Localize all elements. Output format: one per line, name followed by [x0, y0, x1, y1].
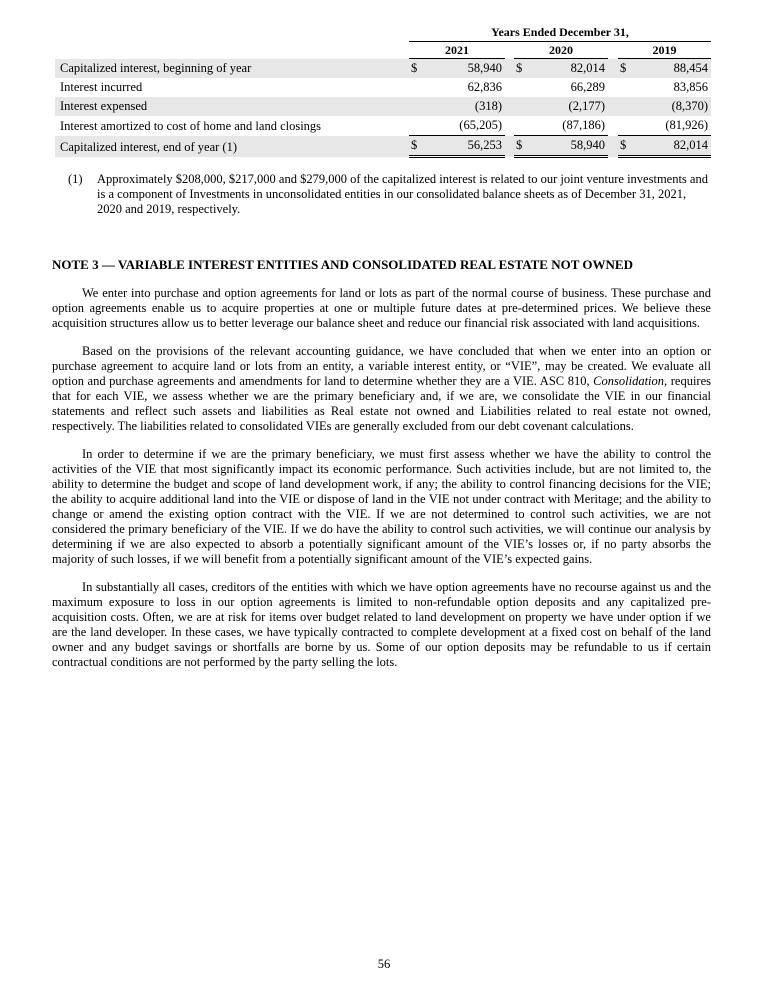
page-number: 56: [377, 957, 391, 971]
row-label: Interest incurred: [60, 80, 143, 94]
currency-cell: [514, 97, 528, 116]
column-spacer: [608, 136, 618, 157]
value-cell: 56,253: [423, 136, 505, 157]
currency-cell: $: [514, 136, 528, 157]
year-column-2020: 2020: [514, 42, 608, 59]
value-cell: (2,177): [568, 99, 605, 113]
paragraph-primary-beneficiary: In order to determine if we are the primary beneficiary, we must first assess whether we have the ability to control the activities of the VIE that most significantly impact its economic performance. Such activities include, but are not limited to, the ability to determine the budget and scope of land development work, if any; the ability to control financing decisions for the VIE; the ability to acquire additional land into the VIE or dispose of land in the VIE not under contract with Meritage; and the ability to change or amend the existing option contract with the VIE. If we are not determined to control such activities, we are not considered the primary beneficiary of the VIE. If we do have the ability to control such activities, we will continue our analysis by determining if we are also expected to absorb a potentially significant amount of the VIE’s losses or, if no party absorbs the majority of such losses, if we will benefit from a potentially significant amount of the VIE’s expected gains.: [52, 447, 711, 566]
currency-cell: $: [409, 136, 423, 157]
italic-term-consolidation: Consolidation,: [593, 374, 668, 388]
currency-cell: [409, 116, 423, 136]
paragraph-segment: requires that for each VIE, we assess whether we are the primary beneficiary and, if we are, we consolidate the VIE in our financial statements and reflect such assets and liabilities as Real estate not owned and Liabilities related to real estate not owned, respectively. The liabilities related to consolidated VIEs are generally excluded from our debt covenant calculations.: [52, 374, 711, 433]
column-spacer: [608, 116, 618, 136]
note-3-heading: NOTE 3 — VARIABLE INTEREST ENTITIES AND CONSOLIDATED REAL ESTATE NOT OWNED: [52, 257, 633, 272]
empty-cell: [55, 42, 409, 59]
table-row-interest-expensed: [55, 97, 711, 116]
value-cell: (8,370): [671, 99, 709, 113]
row-label: Interest expensed: [60, 99, 148, 113]
value-cell: 83,856: [673, 80, 709, 94]
column-spacer: [505, 78, 514, 97]
column-spacer: [608, 42, 618, 59]
table-row-interest-amortized: [55, 116, 711, 136]
footnote-marker: (1): [68, 172, 83, 186]
currency-cell: $: [620, 61, 627, 75]
value-cell: 58,940: [528, 136, 608, 157]
currency-cell: [409, 97, 423, 116]
currency-cell: [514, 78, 528, 97]
value-cell: 88,454: [673, 61, 709, 75]
value-cell: (318): [474, 99, 502, 113]
column-spacer: [505, 59, 514, 79]
value-cell: 82,014: [632, 136, 711, 157]
paragraph-purchase-option-agreements: We enter into purchase and option agreements for land or lots as part of the normal course of business. These purchase and option agreements enable us to acquire properties at one or multiple future dates at pre-determined prices. We believe these acquisition structures allow us to better leverage our balance sheet and reduce our financial risk associated with land acquisitions.: [52, 286, 711, 330]
table-period-header: Years Ended December 31,: [409, 26, 711, 42]
currency-cell: [618, 78, 632, 97]
currency-cell: $: [618, 136, 632, 157]
table-row-end-of-year: [55, 136, 711, 157]
paragraph-segment: Based on the provisions of the relevant accounting guidance, we have concluded that when we enter into an option or purchase agreement to acquire land or lots from an entity, a variable interest entity, or “VIE”, may be created. We evaluate all option and purchase agreements and amendments for land to determine whether they are a VIE. ASC 810,: [52, 344, 711, 388]
table-row-beginning-of-year: [55, 59, 711, 79]
column-spacer: [505, 116, 514, 136]
value-cell: (65,205): [423, 116, 505, 136]
column-spacer: [505, 97, 514, 116]
currency-cell: [409, 78, 423, 97]
row-label: Capitalized interest, end of year (1): [60, 139, 238, 154]
value-cell: (81,926): [632, 116, 711, 136]
table-row-interest-incurred: [55, 78, 711, 97]
column-spacer: [608, 59, 618, 79]
value-cell: 66,289: [570, 80, 605, 94]
value-cell: 82,014: [570, 61, 605, 75]
year-column-2021: 2021: [409, 42, 505, 59]
table-year-header-row: [55, 42, 711, 59]
value-cell: 62,836: [467, 80, 502, 94]
row-label: Interest amortized to cost of home and land closings: [60, 118, 322, 133]
column-spacer: [505, 136, 514, 157]
column-spacer: [505, 42, 514, 59]
value-cell: (87,186): [528, 116, 608, 136]
currency-cell: [618, 116, 632, 136]
column-spacer: [608, 97, 618, 116]
value-cell: 58,940: [467, 61, 502, 75]
paragraph-vie-guidance: [52, 344, 711, 434]
column-spacer: [608, 78, 618, 97]
year-column-2019: 2019: [618, 42, 711, 59]
currency-cell: $: [516, 61, 523, 75]
paragraph-creditors-recourse: In substantially all cases, creditors of the entities with which we have option agreements have no recourse against us and the maximum exposure to loss in our option agreements is limited to non-refundable option deposits and any capitalized pre-acquisition costs. Often, we are at risk for items over budget related to land development on property we have under option if we are the land developer. In these cases, we have typically contracted to complete development at a fixed cost on behalf of the land owner and any budget savings or shortfalls are borne by us. Some of our option deposits may be refundable to us if certain contractual conditions are not performed by the party selling the lots.: [52, 580, 711, 669]
table-period-header-row: [55, 26, 711, 42]
row-label: Capitalized interest, beginning of year: [60, 61, 252, 75]
footnote-text: Approximately $208,000, $217,000 and $279,000 of the capitalized interest is related to our joint venture investments and is a component of Investments in unconsolidated entities in our consolidated balance sheets as of December 31, 2021, 2020 and 2019, respectively.: [97, 172, 708, 216]
empty-cell: [55, 26, 409, 42]
capitalized-interest-table: [55, 26, 711, 158]
footnote-1: [52, 172, 711, 217]
currency-cell: $: [411, 61, 418, 75]
currency-cell: [618, 97, 632, 116]
currency-cell: [514, 116, 528, 136]
